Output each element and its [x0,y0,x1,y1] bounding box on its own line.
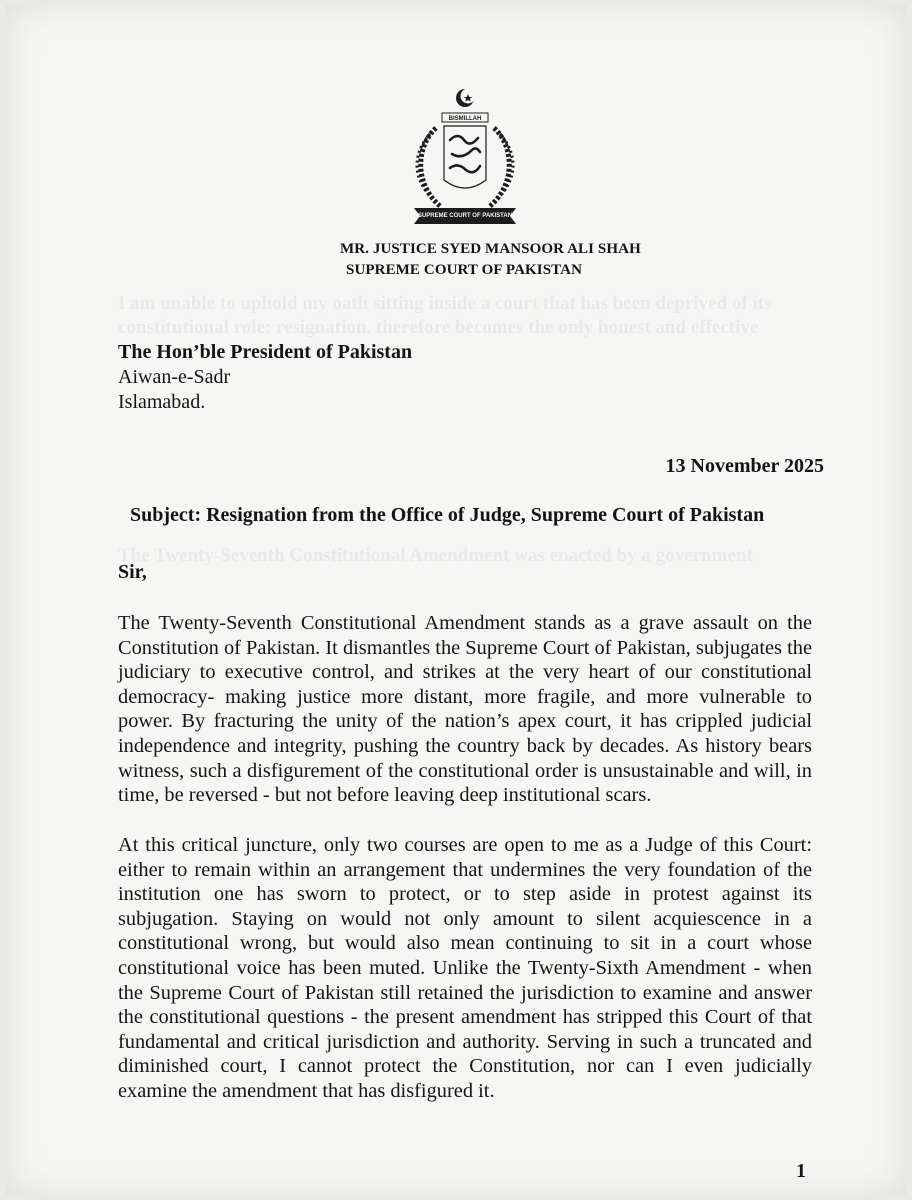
paragraph-2: At this critical juncture, only two courses are open to me as a Judge of this Court: either to remain within an arrangement that undermines the very foundation of the institution one has sworn to protect, or to step aside in protest against its subjugation. Staying on would not only amount to silent acquiescence in a constitutional wrong, but would also mean continuing to sit in a court whose constitutional voice has been muted. Unlike the Twenty-Sixth Amendment - when the Supreme Court of Pakistan still retained the jurisdiction to examine and answer the constitutional questions - the present amendment has stripped this Court of that fundamental and critical jurisdiction and authority. Serving in such a truncated and diminished court, I cannot protect the Constitution, nor can I even judicially examine the amendment that has disfigured it. [118,834,812,1102]
judge-name: MR. JUSTICE SYED MANSOOR ALI SHAH [340,241,641,257]
letter-date: 13 November 2025 [665,455,824,477]
supreme-court-emblem [406,84,524,232]
subject-line: Subject: Resignation from the Office of Judge, Supreme Court of Pakistan [130,504,765,526]
address-line-1: Aiwan-e-Sadr [118,366,231,388]
bleed-through-text: The Twenty-Seventh Constitutional Amendment was enacted by a government [118,545,753,566]
letter-page [6,4,906,1196]
court-name: SUPREME COURT OF PAKISTAN [346,262,583,278]
emblem-top-text: BISMILLAH [448,116,482,122]
emblem-ribbon-text: SUPREME COURT OF PAKISTAN [417,213,513,219]
page-number: 1 [796,1160,806,1182]
emblem-icon [406,84,524,232]
salutation: Sir, [118,561,147,583]
paragraph-1: The Twenty-Seventh Constitutional Amendment stands as a grave assault on the Constitution of Pakistan. It dismantles the Supreme Court of Pakistan, subjugates the judiciary to executive control, and strikes at the very heart of our constitutional democracy- making justice more distant, more fragile, and more vulnerable to power. By fracturing the unity of the nation’s apex court, it has crippled judicial independence and integrity, pushing the country back by decades. As history bears witness, such a disfigurement of the constitutional order is unsustainable and will, in time, be reversed - but not before leaving deep institutional scars. [118,612,812,807]
bleed-through-text: I am unable to uphold my oath sitting inside a court that has been deprived of its constitutional role; resignation, therefore becomes the only honest and effective [118,293,772,338]
address-line-2: Islamabad. [118,391,206,413]
recipient-line: The Hon’ble President of Pakistan [118,341,413,363]
